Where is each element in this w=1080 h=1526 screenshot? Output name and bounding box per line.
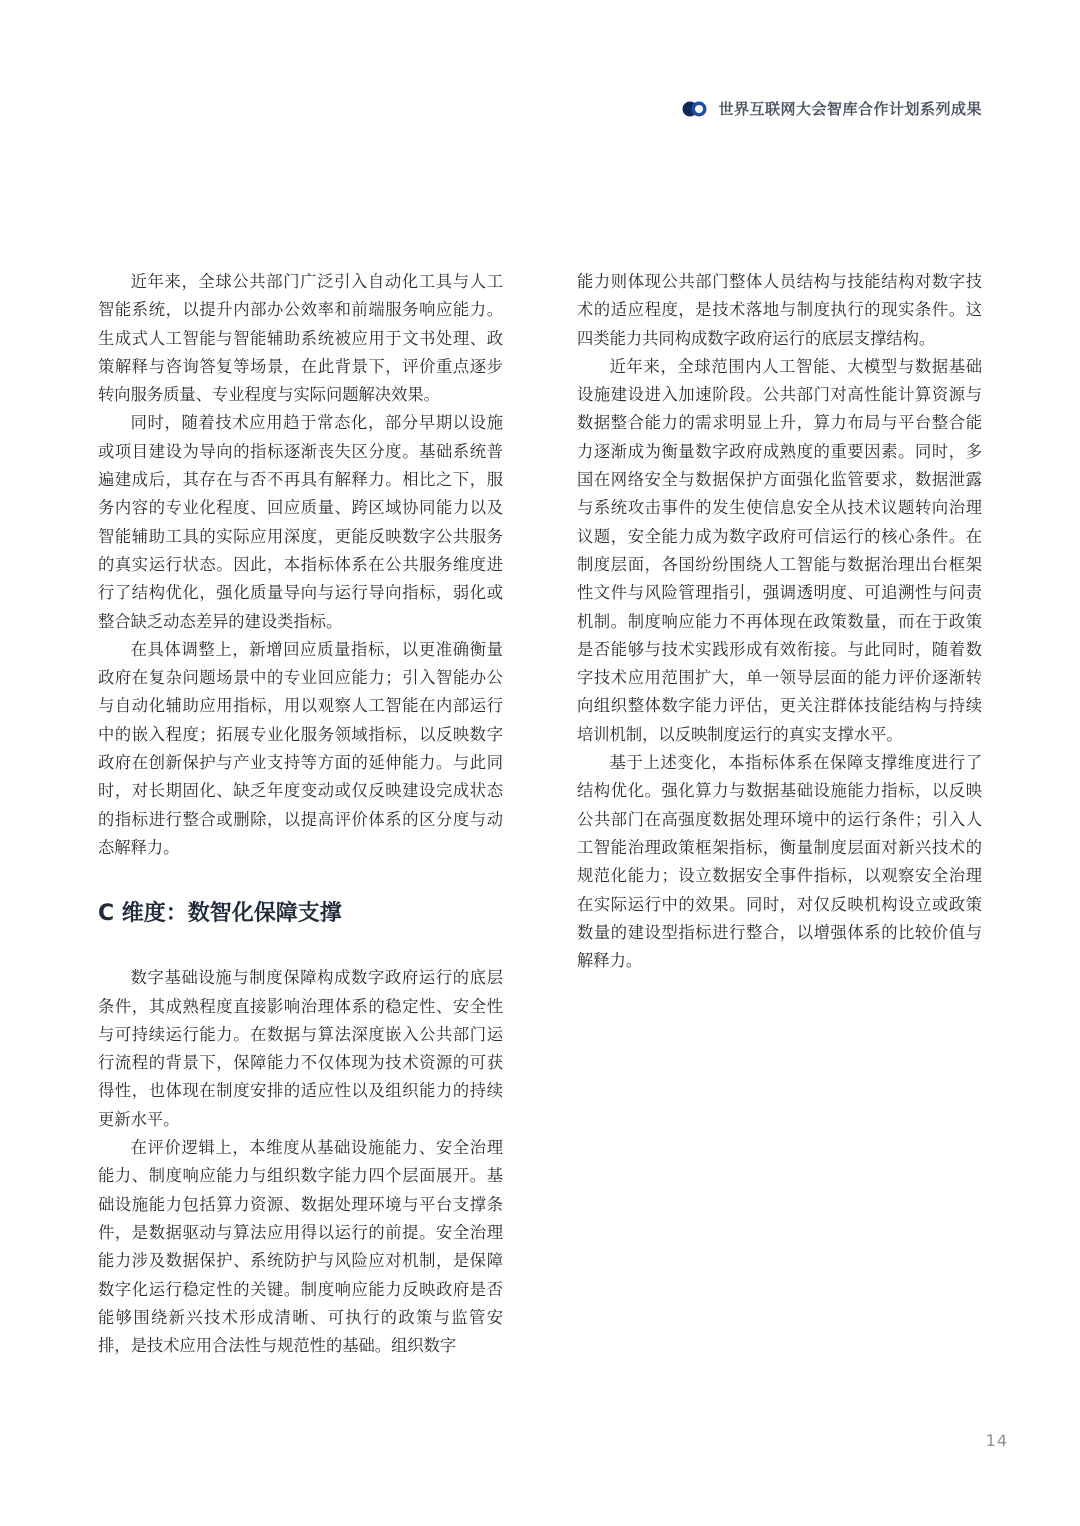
- paragraph: 在评价逻辑上，本维度从基础设施能力、安全治理能力、制度响应能力与组织数字能力四个层面展开。基础设施能力包括算力资源、数据处理环境与平台支撑条件，是数据驱动与算法应用得以运行的前提。安全治理能力涉及数据保护、系统防护与风险应对机制，是保障数字化运行稳定性的关键。制度响应能力反映政府是否能够围绕新兴技术形成清晰、可执行的政策与监管安排，是技术应用合法性与规范性的基础。组织数字: [98, 1138, 503, 1356]
- page-number: 14: [985, 1431, 1008, 1450]
- paragraph: 在具体调整上，新增回应质量指标，以更准确衡量政府在复杂问题场景中的专业回应能力；引入智能办公与自动化辅助应用指标，用以观察人工智能在内部运行中的嵌入程度；拓展专业化服务领域指标，以反映数字政府在创新保护与产业支持等方面的延伸能力。与此同时，对长期固化、缺乏年度变动或仅反映建设完成状态的指标进行整合或删除，以提高评价体系的区分度与动态解释力。: [98, 639, 503, 857]
- paragraph: 近年来，全球范围内人工智能、大模型与数据基础设施建设进入加速阶段。公共部门对高性能计算资源与数据整合能力的需求明显上升，算力布局与平台整合能力逐渐成为衡量数字政府成熟度的重要因素。同时，多国在网络安全与数据保护方面强化监管要求，数据泄露与系统攻击事件的发生使信息安全从技术议题转向治理议题，安全能力成为数字政府可信运行的核心条件。在制度层面，各国纷纷围绕人工智能与数据治理出台框架性文件与风险管理指引，强调透明度、可追溯性与问责机制。制度响应能力不再体现在政策数量，而在于政策是否能够与技术实践形成有效衔接。与此同时，随着数字技术应用范围扩大，单一领导层面的能力评价逐渐转向组织整体数字能力评估，更关注群体技能结构与持续培训机制，以反映制度运行的真实支撑水平。: [577, 356, 982, 744]
- paragraph: 数字基础设施与制度保障构成数字政府运行的底层条件，其成熟程度直接影响治理体系的稳定性、安全性与可持续运行能力。在数据与算法深度嵌入公共部门运行流程的背景下，保障能力不仅体现为技术资源的可获得性，也体现在制度安排的适应性以及组织能力的持续更新水平。: [98, 968, 503, 1129]
- blue-circles-logo-icon: [682, 101, 708, 117]
- paragraph: 近年来，全球公共部门广泛引入自动化工具与人工智能系统，以提升内部办公效率和前端服务响应能力。生成式人工智能与智能辅助系统被应用于文书处理、政策解释与咨询答复等场景，在此背景下，评价重点逐步转向服务质量、专业程度与实际问题解决效果。: [98, 272, 503, 405]
- paragraph-continuation: 能力则体现公共部门整体人员结构与技能结构对数字技术的适应程度，是技术落地与制度执行的现实条件。这四类能力共同构成数字政府运行的底层支撑结构。: [577, 272, 982, 348]
- right-column: [577, 268, 982, 975]
- left-column: [98, 268, 503, 1360]
- header-title: 世界互联网大会智库合作计划系列成果: [718, 100, 982, 118]
- section-heading: C 维度：数智化保障支撑: [98, 901, 342, 927]
- paragraph: 基于上述变化，本指标体系在保障支撑维度进行了结构优化。强化算力与数据基础设施能力指标，以反映公共部门在高强度数据处理环境中的运行条件；引入人工智能治理政策框架指标，衡量制度层面对新兴技术的规范化能力；设立数据安全事件指标，以观察安全治理在实际运行中的效果。同时，对仅反映机构设立或政策数量的建设型指标进行整合，以增强体系的比较价值与解释力。: [577, 753, 982, 971]
- paragraph: 同时，随着技术应用趋于常态化，部分早期以设施或项目建设为导向的指标逐渐丧失区分度。基础系统普遍建成后，其存在与否不再具有解释力。相比之下，服务内容的专业化程度、回应质量、跨区域协同能力以及智能辅助工具的实际应用深度，更能反映数字公共服务的真实运行状态。因此，本指标体系在公共服务维度进行了结构优化，强化质量导向与运行导向指标，弱化或整合缺乏动态差异的建设类指标。: [98, 413, 503, 631]
- running-header: [682, 98, 982, 119]
